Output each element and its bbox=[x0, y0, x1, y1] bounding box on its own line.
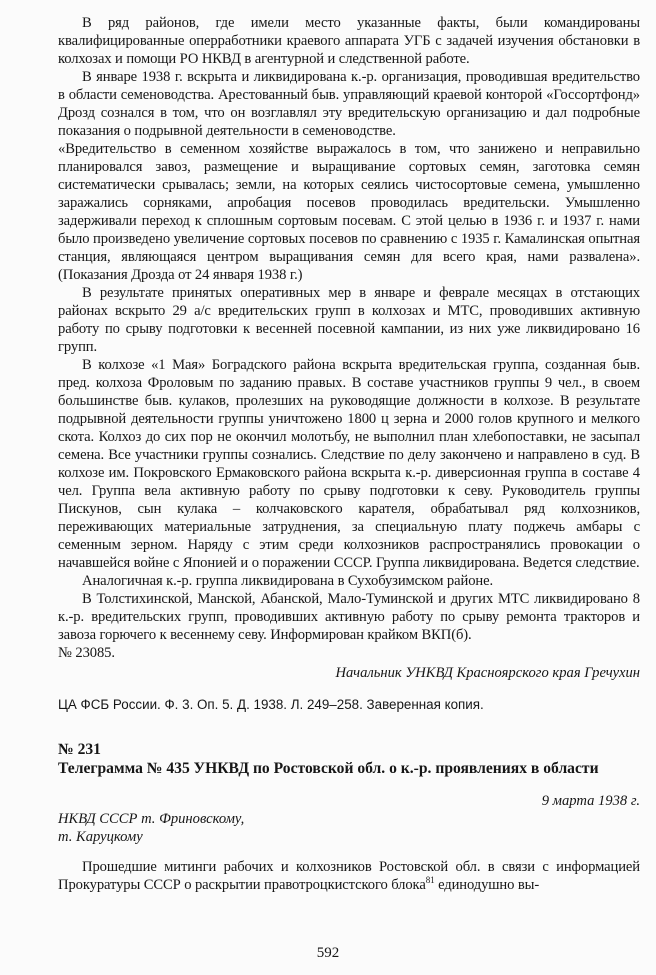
paragraph-2: В январе 1938 г. вскрыта и ликвидирована к.-р. организация, проводившая вредительство в области семеноводства. Арестованный быв. управляющий краевой конторой «Госсортфонд» Дрозд сознался в том, что он возглавлял эту вредительскую организацию и дал подробные показания о подрывной деятельности в семеноводстве. bbox=[58, 69, 640, 139]
paragraph-4: В колхозе «1 Мая» Боградского района вскрыта вредительская группа, созданная быв. пред. колхоза Фроловым по заданию правых. В составе участников группы 9 чел., в своем большинстве быв. кулаков, пролезших на руководящие должности в колхозе. В результате подрывной деятельности группы уничтожено 1800 ц зерна и 2000 голов крупного и мелкого скота. Колхоз до сих пор не окончил молотьбу, не выполнил план хлебопоставки, не засыпал семена. Все участники группы сознались. Следствие по делу закончено и направлено в суд. В колхозе им. Покровского Ермаковского района вскрыта к.-р. диверсионная группа в составе 4 чел. Группа вела активную работу по срыву подготовки к севу. Руководитель группы Пискунов, сын кулака – колчаковского карателя, обрабатывал ряд колхозников, переживающих материальные затруднения, за специальную плату поджечь амбары с семенным зерном. Наряду с этим среди колхозников распространялись провокации о начавшейся войне с Японией и о поражении СССР. Группа ликвидирована. Ведется следствие. bbox=[58, 357, 640, 571]
addressee-block bbox=[58, 810, 640, 846]
telegram-body-text-end: единодушно вы- bbox=[434, 877, 540, 893]
telegram-body-text: Прошедшие митинги рабочих и колхозников Ростовской обл. в связи с информацией Прокуратуры СССР о раскрытии правотроцкистского блока bbox=[58, 859, 640, 893]
page-number: 592 bbox=[316, 945, 340, 961]
document-title: Телеграмма № 435 УНКВД по Ростовской обл. о к.-р. проявлениях в области bbox=[58, 760, 599, 777]
signature: Начальник УНКВД Красноярского края Гречухин bbox=[335, 665, 640, 681]
paragraph-5: Аналогичная к.-р. группа ликвидирована в Сухобузимском районе. bbox=[82, 573, 494, 589]
footnote-ref: 81 bbox=[425, 875, 435, 886]
telegram-body bbox=[58, 858, 640, 894]
paragraph-6: В Толстихинской, Манской, Абанской, Мало-Туминской и других МТС ликвидировано 8 к.-р. вредительских групп, проводивших активную работу по срыву ремонта тракторов и завоза горючего к весеннему севу. Информирован крайком ВКП(б). bbox=[58, 591, 640, 643]
addressee-line-2: т. Каруцкому bbox=[58, 829, 143, 845]
addressee-line-1: НКВД СССР т. Фриновскому, bbox=[58, 811, 245, 827]
document-number: № 231 bbox=[58, 741, 101, 758]
archive-source: ЦА ФСБ России. Ф. 3. Оп. 5. Д. 1938. Л. 249–258. Заверенная копия. bbox=[58, 697, 484, 712]
paragraph-number: № 23085. bbox=[58, 645, 115, 661]
paragraph-quote: «Вредительство в семенном хозяйстве выражалось в том, что занижено и неправильно планировался завоз, размещение и выращивание сортовых семян, заготовка семян систематически срывалась; земли, на которых сеялись чистосортовые семена, умышленно заражались сорняками, апробация посевов проводилась вредительски. Умышленно задерживали переход к сплошным сортовым посевам. С этой целью в 1936 г. и 1937 г. нами было произведено увеличение сортовых посевов по сравнению с 1935 г. Камалинская опытная станция, являющаяся центром выращивания семян для всего края, нами развалена». (Показания Дрозда от 24 января 1938 г.) bbox=[58, 141, 640, 283]
document-date: 9 марта 1938 г. bbox=[541, 793, 640, 809]
paragraph-3: В результате принятых оперативных мер в январе и феврале месяцах в отстающих районах вскрыто 29 а/с вредительских групп в колхозах и МТС, проводивших активную работу по срыву подготовки к весенней посевной кампании, из них уже ликвидировано 16 групп. bbox=[58, 285, 640, 355]
document-page bbox=[58, 14, 640, 894]
paragraph-1: В ряд районов, где имели место указанные факты, были командированы квалифицированные оперработники краевого аппарата УГБ с задачей изучения обстановки в колхозах и помощи РО НКВД в агентурной и следственной работе. bbox=[58, 15, 640, 67]
